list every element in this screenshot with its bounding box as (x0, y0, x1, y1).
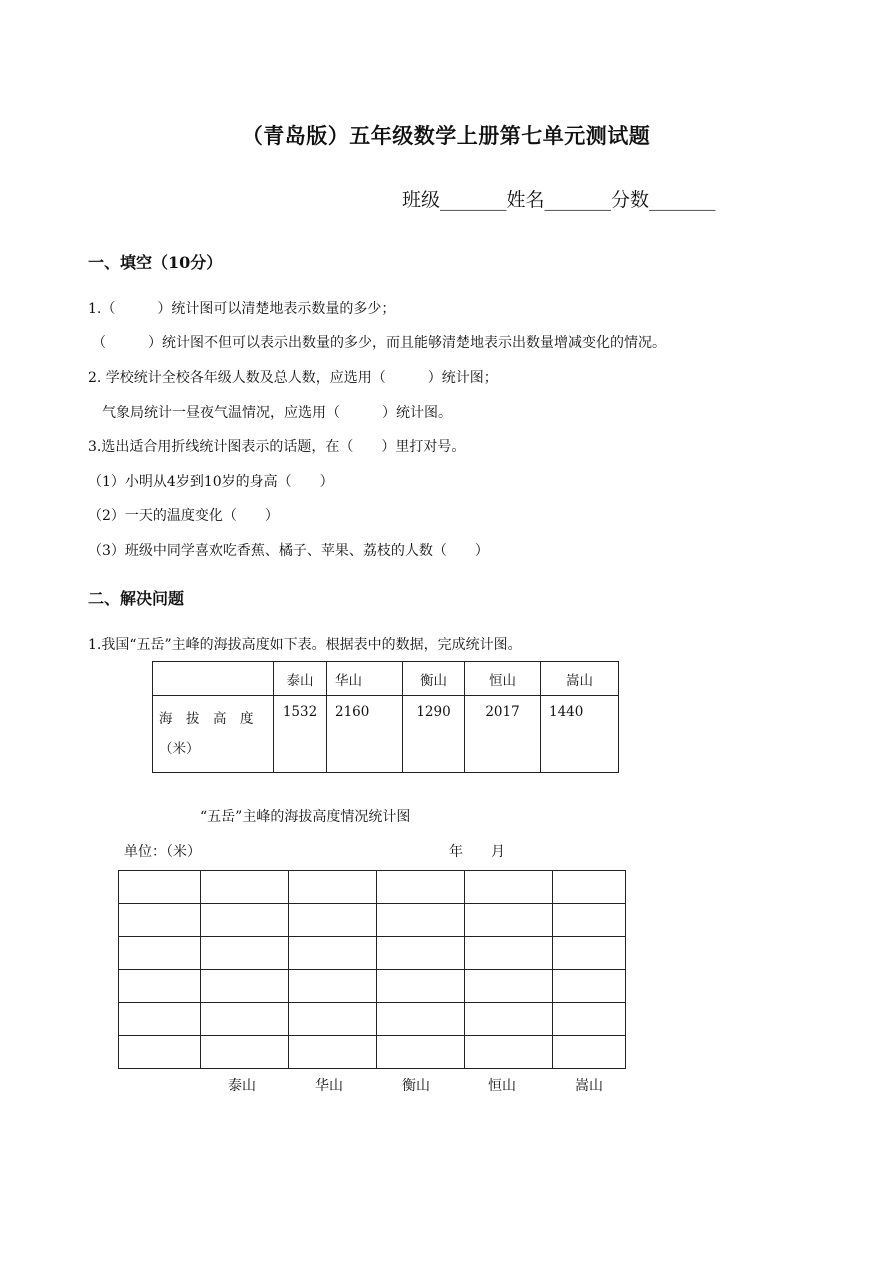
altitude-table (152, 661, 619, 773)
grid-row (119, 970, 626, 1003)
x-label-hengshan-south: 衡山 (402, 1078, 430, 1094)
question-1a: 1.（ ）统计图可以清楚地表示数量的多少； (88, 301, 396, 317)
header-hengshan-south: 衡山 (403, 662, 465, 696)
row-label-altitude: 海 拔 高 度（米） (153, 696, 274, 773)
section-2-heading: 二、解决问题 (88, 589, 185, 608)
header-taishan: 泰山 (274, 662, 327, 696)
question-3: 3.选出适合用折线统计图表示的话题，在（ ）里打对号。 (88, 439, 466, 455)
question-1b: （ ）统计图不但可以表示出数量的多少，而且能够清楚地表示出数量增减变化的情况。 (92, 335, 666, 351)
question-3-option-2: （2）一天的温度变化（ ） (88, 508, 279, 524)
problem-1: 1.我国“五岳”主峰的海拔高度如下表。根据表中的数据，完成统计图。 (88, 637, 522, 653)
x-label-huashan: 华山 (315, 1078, 343, 1094)
x-label-taishan: 泰山 (228, 1078, 256, 1094)
score-label: 分数 (611, 189, 650, 211)
question-3-option-1: （1）小明从4岁到10岁的身高（ ） (88, 474, 334, 490)
class-label: 班级 (402, 189, 441, 211)
grid-row (119, 937, 626, 970)
header-huashan: 华山 (327, 662, 403, 696)
header-hengshan-north: 恒山 (465, 662, 541, 696)
blank-chart-grid (118, 870, 626, 1069)
name-blank: _______ (544, 189, 612, 211)
section-1-heading: 一、填空（10分） (88, 253, 223, 272)
name-label: 姓名 (506, 189, 545, 211)
grid-row (119, 871, 626, 904)
x-label-songshan: 嵩山 (575, 1078, 603, 1094)
table-header-row (153, 662, 619, 696)
header-songshan: 嵩山 (541, 662, 619, 696)
chart-unit: 单位：（米） (124, 844, 201, 860)
chart-title: “五岳”主峰的海拔高度情况统计图 (200, 809, 411, 825)
class-blank: _______ (440, 189, 507, 211)
value-taishan: 1532 (274, 696, 327, 773)
table-row (153, 696, 619, 773)
grid-row (119, 904, 626, 937)
question-2a: 2. 学校统计全校各年级人数及总人数，应选用（ ）统计图； (88, 370, 498, 386)
value-huashan: 2160 (327, 696, 403, 773)
chart-date: 年 月 (449, 844, 505, 860)
table-corner-cell (153, 662, 274, 696)
score-blank: _______ (649, 189, 716, 211)
grid-row (119, 1036, 626, 1069)
student-info-line (402, 185, 716, 212)
value-hengshan-south: 1290 (403, 696, 465, 773)
value-hengshan-north: 2017 (465, 696, 541, 773)
value-songshan: 1440 (541, 696, 619, 773)
x-label-hengshan-north: 恒山 (488, 1078, 516, 1094)
question-2b: 气象局统计一昼夜气温情况，应选用（ ）统计图。 (102, 405, 452, 421)
grid-row (119, 1003, 626, 1036)
page-title: （青岛版）五年级数学上册第七单元测试题 (241, 123, 651, 148)
question-3-option-3: （3）班级中同学喜欢吃香蕉、橘子、苹果、荔枝的人数（ ） (88, 543, 489, 559)
